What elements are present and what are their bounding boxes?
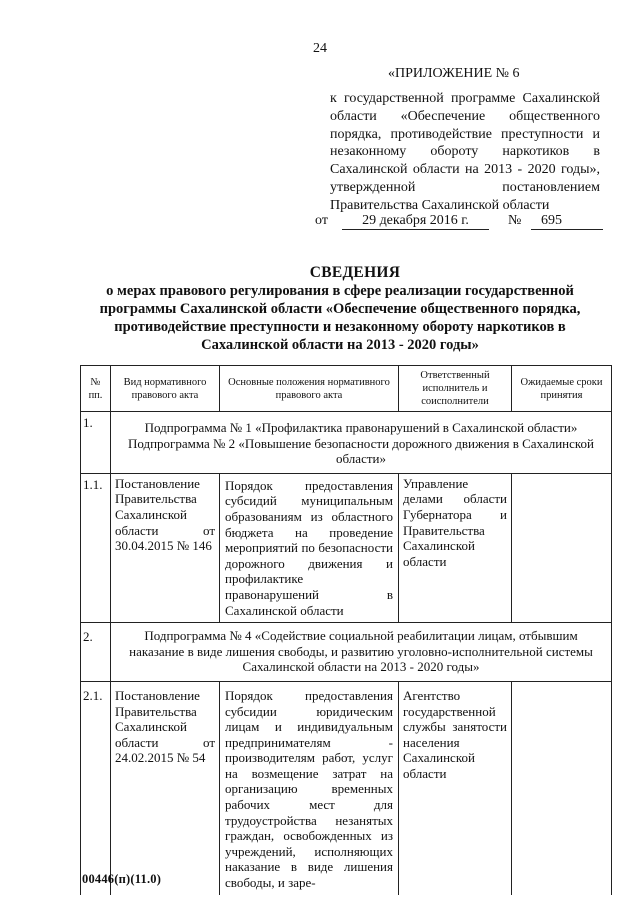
header-executor: Ответственный исполнитель и соисполнители <box>399 366 512 412</box>
legal-acts-table <box>80 365 612 895</box>
provisions-cell: Порядок предоставления субсидий муниципальным образованиям из областного бюджета на проведение мероприятий по безопасности дорожного движения и профилактике правонарушений в Сахалинской области <box>220 473 399 622</box>
section-title <box>111 623 612 682</box>
act-type-cell: Постановление Правительства Сахалинской области от 24.02.2015 № 54 <box>111 681 220 894</box>
document-subtitle: о мерах правового регулирования в сфере реализации государственной программы Сахалинской области «Обеспечение общественного порядка, противодействие преступности и незаконному обороту наркотиков в Сахалинской области на 2013 - 2020 годы» <box>99 283 581 353</box>
deadline-cell <box>512 473 612 622</box>
executor-cell: Управление делами области Губернатора и Правительства Сахалинской области <box>399 473 512 622</box>
header-deadline: Ожидаемые сроки принятия <box>512 366 612 412</box>
table-row <box>81 473 612 622</box>
deadline-cell <box>512 681 612 894</box>
appendix-title: «ПРИЛОЖЕНИЕ № 6 <box>388 66 520 81</box>
approval-date-line <box>315 213 605 233</box>
approval-number: 695 <box>531 213 603 230</box>
section-number: 1. <box>81 412 111 474</box>
footer-code: 00446(п)(11.0) <box>82 872 162 886</box>
table-header-row <box>81 366 612 412</box>
approval-date: 29 декабря 2016 г. <box>342 213 489 230</box>
section-row <box>81 623 612 682</box>
subprogram-1-title: Подпрограмма № 1 «Профилактика правонарушений в Сахалинской области» <box>144 420 578 435</box>
section-number: 2. <box>81 623 111 682</box>
document-title: СВЕДЕНИЯ <box>309 264 401 281</box>
page-number: 24 <box>313 41 327 56</box>
appendix-approval-text: к государственной программе Сахалинской области «Обеспечение общественного порядка, противодействие преступности и незаконному обороту наркотиков в Сахалинской области на 2013 - 2020 годы», утвержденной постановлением Правительства Сахалинской области <box>330 91 600 213</box>
row-number: 1.1. <box>81 473 111 622</box>
row-number: 2.1. <box>81 681 111 894</box>
section-row <box>81 412 612 474</box>
date-prefix: от <box>315 213 328 228</box>
header-provisions: Основные положения нормативного правового акта <box>220 366 399 412</box>
subprogram-4-title: Подпрограмма № 4 «Содействие социальной реабилитации лицам, отбывшим наказание в виде лишения свободы, и развитию уголовно-исполнительной системы Сахалинской области на 2013 - 2020 годы» <box>129 628 593 675</box>
section-title <box>111 412 612 474</box>
executor-cell: Агентство государственной службы занятости населения Сахалинской области <box>399 681 512 894</box>
header-number: № пп. <box>81 366 111 412</box>
subprogram-2-title: Подпрограмма № 2 «Повышение безопасности дорожного движения в Сахалинской области» <box>127 435 595 467</box>
table-row <box>81 681 612 894</box>
provisions-cell: Порядок предоставления субсидии юридическим лицам и индивидуальным предпринимателям - производителям работ, услуг на возмещение затрат на организацию временных рабочих мест для трудоустройства незанятых граждан, освобожденных из учреждений, исполняющих наказание в виде лишения свободы, и заре- <box>220 681 399 894</box>
act-type-cell: Постановление Правительства Сахалинской области от 30.04.2015 № 146 <box>111 473 220 622</box>
header-act-type: Вид нормативного правового акта <box>111 366 220 412</box>
number-prefix: № <box>508 213 522 228</box>
